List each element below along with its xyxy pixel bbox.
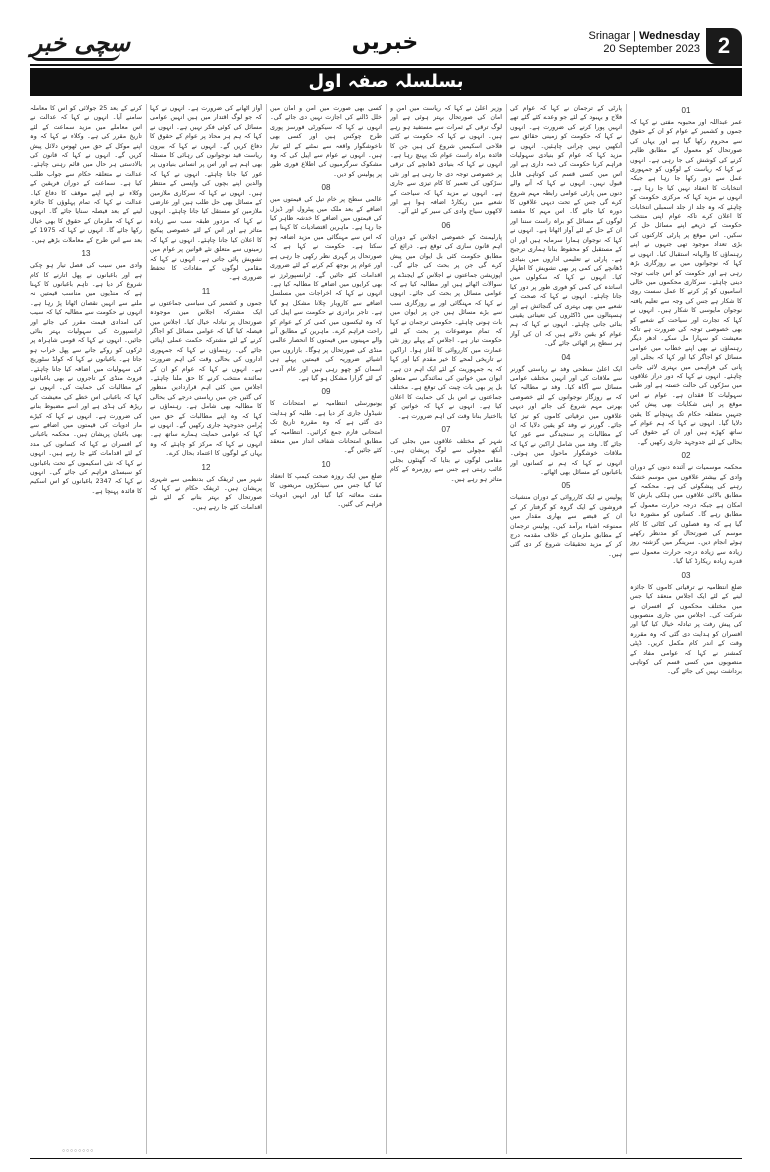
dateline [560,30,700,56]
article-text: پارلیمنٹ کے خصوصی اجلاس کے دوران اہم قانون سازی کی توقع ہے۔ ذرائع کے مطابق حکومت کئی بل ایوان میں پیش کرے گی جن پر بحث کی جائے گی۔ اپوزیشن جماعتوں نے اجلاس کے ایجنڈے پر سوالات اٹھائے ہیں اور مطالبہ کیا ہے کہ عوامی مسائل پر بحث کی جائے۔ انہوں نے کہا کہ مہنگائی اور بے روزگاری سب سے بڑے مسائل ہیں جن پر ایوان میں بات ہونی چاہئے۔ حکومتی ترجمان نے کہا کہ تمام موضوعات پر بحث کے لئے حکومت تیار ہے۔ اجلاس کے پہلے روز نئی عمارت میں کارروائی کا آغاز ہوا۔ اراکین نے تاریخی لمحے کا خیر مقدم کیا اور کہا کہ یہ جمہوریت کے لئے ایک اہم دن ہے۔ ایوان میں خواتین کی نمائندگی سے متعلق بل پر بھی بات چیت کی توقع ہے۔ مختلف جماعتوں نے اس بل کی حمایت کا اعلان کیا ہے۔ انہوں نے کہا کہ خواتین کو بااختیار بنانا وقت کی اہم ضرورت ہے۔ [390,233,502,420]
article-text: ضلع میں ایک روزہ صحت کیمپ کا انعقاد کیا گیا جس میں سینکڑوں مریضوں کا مفت معائنہ کیا گیا اور انہیں ادویات فراہم کی گئیں۔ [270,472,382,509]
news-column [270,104,382,1154]
column-divider [626,104,627,1154]
article-text: پارٹی کے ترجمان نے کہا کہ عوام کی فلاح و بہبود کے لئے جو وعدے کئے گئے تھے انہیں پورا کرنے کی ضرورت ہے۔ انہوں نے کہا کہ حکومت کو زمینی حقائق سے آنکھیں نہیں چرانی چاہئیں۔ انہوں نے مزید کہا کہ عوام کو بنیادی سہولیات فراہم کرنا حکومت کی ذمہ داری ہے اور اس میں کسی قسم کی کوتاہی قابل قبول نہیں۔ انہوں نے کہا کہ آنے والے دنوں میں پارٹی عوامی رابطہ مہم شروع کرے گی جس کے تحت دیہی علاقوں کا دورہ کیا جائے گا۔ اس مہم کا مقصد لوگوں کے مسائل کو براہ راست سننا اور ان کے حل کے لئے آواز اٹھانا ہے۔ انہوں نے کہا کہ نوجوان ہمارا سرمایہ ہیں اور ان کے مستقبل کو محفوظ بنانا ہماری ترجیح ہے۔ پارٹی نے تعلیمی اداروں میں بنیادی ڈھانچے کی کمی پر بھی تشویش کا اظہار کیا۔ انہوں نے کہا کہ سکولوں میں اساتذہ کی کمی کو فوری طور پر دور کیا جانا چاہئے۔ انہوں نے کہا کہ صحت کے شعبے میں بھی بہتری کی گنجائش ہے اور ہسپتالوں میں ڈاکٹروں کی تعیناتی یقینی بنائی جانی چاہئے۔ انہوں نے کہا کہ ہم عوام کو یقین دلاتے ہیں کہ ان کی آواز ہر سطح پر اٹھائی جائے گی۔ [510,105,622,348]
article-text: ایک اعلیٰ سطحی وفد نے ریاستی گورنر سے ملاقات کی اور انہیں مختلف عوامی مسائل سے آگاہ کیا۔ وفد نے مطالبہ کیا کہ بے روزگار نوجوانوں کے لئے خصوصی بھرتی مہم شروع کی جائے اور دیہی علاقوں میں ترقیاتی کاموں کو تیز کیا جائے۔ گورنر نے وفد کو یقین دلایا کہ ان کے مطالبات پر سنجیدگی سے غور کیا جائے گا۔ وفد میں شامل اراکین نے کہا کہ ملاقات خوشگوار ماحول میں ہوئی۔ انہوں نے کہا کہ ہم نے کسانوں اور باغبانوں کے مسائل بھی اٹھائے۔ [510,365,622,477]
dateline-separator: | [630,30,640,42]
city: Srinagar [588,30,631,42]
header-rule [30,64,742,66]
article-text: محکمہ موسمیات نے آئندہ دنوں کے دوران وادی کے بیشتر علاقوں میں موسم خشک رہنے کی پیشگوئی کی ہے۔ محکمہ کے مطابق بالائی علاقوں میں ہلکی بارش کا امکان ہے جبکہ درجہ حرارت معمول کے مطابق رہے گا۔ کسانوں کو مشورہ دیا گیا ہے کہ وہ فصلوں کی کٹائی کا کام موسم کی صورتحال کو مدنظر رکھتے ہوئے انجام دیں۔ سرینگر میں گزشتہ روز زیادہ سے زیادہ درجہ حرارت معمول سے قدرے زیادہ ریکارڈ کیا گیا۔ [630,464,742,566]
article-number: 02 [681,451,691,461]
page-number-badge: 2 [706,28,742,64]
news-column [30,104,142,1154]
news-column [510,104,622,1154]
article-number: 07 [441,425,451,434]
column-divider [386,104,387,1154]
article-number: 09 [321,387,331,397]
article-text: وزیر اعلیٰ نے کہا کہ ریاست میں امن و امان کی صورتحال بہتر ہوئی ہے اور لوگ ترقی کے ثمرات سے مستفید ہو رہے ہیں۔ انہوں نے کہا کہ حکومت نے کئی فلاحی اسکیمیں شروع کی ہیں جن کا فائدہ براہ راست عوام تک پہنچ رہا ہے۔ انہوں نے کہا کہ بنیادی ڈھانچے کی ترقی پر خصوصی توجہ دی جا رہی ہے اور نئی سڑکوں کی تعمیر کا کام تیزی سے جاری ہے۔ انہوں نے مزید کہا کہ سیاحت کے شعبے میں ریکارڈ اضافہ ہوا ہے اور لاکھوں سیاح وادی کی سیر کے لئے آئے۔ [390,105,502,216]
article-number: 05 [561,481,571,491]
article-number: 13 [81,249,91,259]
article-text: کسی بھی صورت میں امن و امان میں خلل ڈالنے کی اجازت نہیں دی جائے گی۔ انہوں نے کہا کہ سیکورٹی فورسز پوری طرح چوکس ہیں اور کسی بھی ناخوشگوار واقعہ سے نمٹنے کے لئے تیار ہیں۔ انہوں نے عوام سے اپیل کی کہ وہ مشکوک سرگرمیوں کی اطلاع فوری طور پر پولیس کو دیں۔ [270,105,382,178]
article-number: 06 [441,220,451,230]
article-text: شہر میں ٹریفک کی بدنظمی سے شہری پریشان ہیں۔ ٹریفک حکام نے کہا کہ صورتحال کو بہتر بنانے کے لئے نئے اقدامات کئے جا رہے ہیں۔ [150,475,262,511]
article-text: شہر کے مختلف علاقوں میں بجلی کی آنکھ مچولی سے لوگ پریشان ہیں۔ مقامی لوگوں نے بتایا کہ گھنٹوں بجلی غائب رہتی ہے جس سے روزمرہ کے کام متاثر ہو رہے ہیں۔ [390,438,502,483]
article-text: کرنے کے بعد 25 جولائی کو اس کا معاملہ سامنے آیا۔ انہوں نے کہا کہ عدالت نے اس معاملے میں مزید سماعت کے لئے تاریخ مقرر کی ہے۔ وکلاء نے کہا کہ وہ اپنے موکل کے حق میں ٹھوس دلائل پیش کریں گے۔ انہوں نے کہا کہ قانون کی بالادستی ہر حال میں قائم رہنی چاہئے۔ عدالت نے متعلقہ حکام سے جواب طلب کیا ہے۔ سماعت کے دوران فریقین کے وکلاء نے اپنے اپنے موقف کا دفاع کیا۔ عدالت نے کہا کہ تمام پہلوؤں کا جائزہ لینے کے بعد فیصلہ سنایا جائے گا۔ انہوں نے کہا کہ ملزمان کے حقوق کا بھی خیال رکھا جائے گا۔ انہوں نے کہا کہ 1975 کے بعد سے اس طرح کے معاملات بڑھے ہیں۔ [30,105,142,244]
article-text: عمر عبداللہ اور محبوبہ مفتی نے کہا کہ جموں و کشمیر کے عوام کو ان کے حقوق سے محروم رکھا گیا ہے اور یہاں کی صورتحال کو معمول کے مطابق ظاہر کرنے کی کوشش کی جا رہی ہے۔ انہوں نے کہا کہ ریاست کے لوگوں کو جمہوری عمل سے دور رکھا جا رہا ہے جبکہ انتخابات کا انعقاد نہیں کیا جا رہا ہے۔ انہوں نے مزید کہا کہ مرکزی حکومت کو چاہئے کہ وہ جلد از جلد اسمبلی انتخابات کا اعلان کرے تاکہ عوام اپنی منتخب حکومت کے ذریعے اپنے مسائل حل کر سکیں۔ اس موقع پر پارٹی کارکنوں کی بڑی تعداد موجود تھی جنہوں نے اپنے رہنماؤں کا والہانہ استقبال کیا۔ انہوں نے کہا کہ نوجوانوں میں بے روزگاری بڑھ رہی ہے اور حکومت کو اس جانب توجہ دینی چاہئے۔ سرکاری محکموں میں خالی اسامیوں کو پُر کرنے کا عمل سست روی کا شکار ہے جس کی وجہ سے تعلیم یافتہ نوجوان مایوسی کا شکار ہیں۔ انہوں نے کہا کہ تجارت اور سیاحت کے شعبے کو بھی خصوصی توجہ کی ضرورت ہے تاکہ معیشت کو سہارا مل سکے۔ ادھر دیگر رہنماؤں نے بھی اپنے خطاب میں عوامی مسائل کو اجاگر کیا اور کہا کہ بجلی اور پانی کی فراہمی میں بہتری لائی جانی چاہئے۔ انہوں نے کہا کہ دور دراز علاقوں میں سڑکوں کی حالت خستہ ہے اور طبی سہولیات کا فقدان ہے۔ عوام نے اس موقع پر اپنی شکایات بھی پیش کیں جنہیں متعلقہ حکام تک پہنچانے کا یقین دلایا گیا۔ انہوں نے کہا کہ ہم عوام کے ساتھ کھڑے ہیں اور ان کے حقوق کی بحالی کے لئے جدوجہد جاری رکھیں گے۔ [630,119,742,446]
article-number: 08 [321,183,331,193]
article-number: 11 [201,286,211,296]
newspaper-logo: سچی خبر [30,28,130,57]
column-divider [266,104,267,1154]
news-column [150,104,262,1154]
column-divider [146,104,147,1154]
article-number: 12 [201,462,211,472]
article-text: ضلع انتظامیہ نے ترقیاتی کاموں کا جائزہ لینے کے لئے ایک اجلاس منعقد کیا جس میں مختلف محکموں کے افسران نے شرکت کی۔ اجلاس میں جاری منصوبوں کی پیش رفت پر تبادلہ خیال کیا گیا اور افسران کو ہدایت دی گئی کہ وہ مقررہ وقت کے اندر کام مکمل کریں۔ ڈپٹی کمشنر نے کہا کہ عوامی مفاد کے منصوبوں میں کسی قسم کی کوتاہی برداشت نہیں کی جائے گی۔ [630,583,742,676]
weekday: Wednesday [639,30,700,42]
footer-dots: ○○○○○○○○ [62,1148,95,1154]
section-banner: بسلسلہ صفہ اول [30,68,742,96]
article-text: جموں و کشمیر کی سیاسی جماعتوں نے ایک مشترکہ اجلاس میں موجودہ صورتحال پر تبادلہ خیال کیا۔ اجلاس میں فیصلہ کیا گیا کہ عوامی مسائل کو اجاگر کرنے کے لئے مشترکہ حکمت عملی اپنائی جائے گی۔ رہنماؤں نے کہا کہ جمہوری اداروں کی بحالی وقت کی اہم ضرورت ہے۔ انہوں نے کہا کہ عوام کو ان کے نمائندے منتخب کرنے کا حق ملنا چاہئے۔ اجلاس میں کئی اہم قراردادیں منظور کی گئیں جن میں ریاستی درجے کی بحالی کا مطالبہ بھی شامل ہے۔ رہنماؤں نے کہا کہ وہ اپنے مطالبات کے حق میں پُرامن جدوجہد جاری رکھیں گے۔ انہوں نے کہا کہ عوامی حمایت ہمارے ساتھ ہے۔ انہوں نے کہا کہ مرکز کو چاہئے کہ وہ یہاں کے لوگوں کا اعتماد بحال کرے۔ [150,299,262,458]
article-text: آواز اٹھانے کی ضرورت ہے۔ انہوں نے کہا کہ جو لوگ اقتدار میں ہیں انہیں عوامی مسائل کی کوئی فکر نہیں ہے۔ انہوں نے کہا کہ ہم ہر محاذ پر عوام کے حقوق کا دفاع کریں گے۔ انہوں نے کہا کہ بیرون ریاست قید نوجوانوں کی رہائی کا مسئلہ بھی اہم ہے اور اس پر انسانی بنیادوں پر غور کیا جانا چاہئے۔ انہوں نے کہا کہ والدین اپنے بچوں کی واپسی کے منتظر ہیں۔ انہوں نے کہا کہ سرکاری ملازمین کے مسائل بھی حل طلب ہیں اور عارضی ملازمین کو مستقل کیا جانا چاہئے۔ انہوں نے کہا کہ مزدور طبقہ سب سے زیادہ متاثر ہے اور اس کے لئے خصوصی پیکیج کا اعلان کیا جانا چاہئے۔ انہوں نے کہا کہ زمینوں سے متعلق نئے قوانین پر عوام میں تشویش پائی جاتی ہے۔ انہوں نے کہا کہ مقامی لوگوں کے مفادات کا تحفظ ضروری ہے۔ [150,105,262,282]
article-number: 04 [561,352,571,362]
masthead [0,0,770,66]
footer-rule [30,1158,742,1159]
section-title: خبریں [351,30,419,55]
logo-swash [30,52,120,61]
article-number: 10 [321,459,331,469]
news-columns [30,104,742,1154]
column-divider [506,104,507,1154]
date: 20 September 2023 [603,43,700,55]
news-column [630,104,742,1154]
article-text: پولیس نے ایک کارروائی کے دوران منشیات فروشوں کے ایک گروہ کو گرفتار کر کے ان کے قبضے سے بھاری مقدار میں ممنوعہ اشیاء برآمد کیں۔ پولیس ترجمان کے مطابق ملزمان کے خلاف مقدمہ درج کر کے مزید تحقیقات شروع کر دی گئی ہیں۔ [510,494,622,558]
article-text: عالمی سطح پر خام تیل کی قیمتوں میں اضافے کے بعد ملک میں پیٹرول اور ڈیزل کی قیمتوں میں اضافے کا خدشہ ظاہر کیا جا رہا ہے۔ ماہرین اقتصادیات کا کہنا ہے کہ اس سے مہنگائی میں مزید اضافہ ہو سکتا ہے۔ حکومت نے کہا ہے کہ صورتحال پر گہری نظر رکھی جا رہی ہے اور عوام پر بوجھ کم کرنے کے لئے ضروری اقدامات کئے جائیں گے۔ ٹرانسپورٹرز نے بھی کرایوں میں اضافے کا مطالبہ کیا ہے۔ انہوں نے کہا کہ اخراجات میں مسلسل اضافے سے کاروبار چلانا مشکل ہو گیا ہے۔ تاجر برادری نے حکومت سے اپیل کی کہ وہ ٹیکسوں میں کمی کر کے عوام کو راحت فراہم کرے۔ ماہرین کے مطابق آنے والے مہینوں میں قیمتوں کا انحصار عالمی منڈی کی صورتحال پر ہوگا۔ بازاروں میں اشیائے ضروریہ کی قیمتیں پہلے ہی آسمان کو چھو رہی ہیں اور عام آدمی کے لئے گزارا مشکل ہو گیا ہے۔ [270,196,382,382]
article-number: 01 [681,106,691,115]
article-number: 03 [681,570,691,580]
article-text: وادی میں سیب کی فصل تیار ہو چکی ہے اور باغبانوں نے پھل اتارنے کا کام شروع کر دیا ہے۔ تاہم باغبانوں کا کہنا ہے کہ منڈیوں میں مناسب قیمتیں نہ ملنے سے انہیں نقصان اٹھانا پڑ رہا ہے۔ انہوں نے حکومت سے مطالبہ کیا کہ سیب کی امدادی قیمت مقرر کی جائے اور ٹرانسپورٹ کی سہولیات بہتر بنائی جائیں۔ انہوں نے کہا کہ قومی شاہراہ پر ٹرکوں کو روکے جانے سے پھل خراب ہو جاتا ہے۔ باغبانوں نے کہا کہ کولڈ سٹوریج کی سہولیات میں اضافہ کیا جانا چاہئے۔ فروٹ منڈی کے تاجروں نے بھی باغبانوں کے مطالبات کی حمایت کی۔ انہوں نے کہا کہ باغبانی اس خطے کی معیشت کی ریڑھ کی ہڈی ہے اور اسے مضبوط بنانے کی ضرورت ہے۔ انہوں نے کہا کہ کیڑے مار ادویات کی قیمتوں میں اضافے سے بھی باغبان پریشان ہیں۔ محکمہ باغبانی کے افسران نے کہا کہ کسانوں کی مدد کے لئے اقدامات کئے جا رہے ہیں۔ انہوں نے کہا کہ نئی اسکیموں کے تحت باغبانوں کو سبسڈی فراہم کی جائے گی۔ انہوں نے کہا کہ 2347 باغبانوں کو اس اسکیم کا فائدہ پہنچا ہے۔ [30,262,142,495]
news-column [390,104,502,1154]
article-text: یونیورسٹی انتظامیہ نے امتحانات کا شیڈول جاری کر دیا ہے۔ طلبہ کو ہدایت دی گئی ہے کہ وہ مقررہ تاریخ تک امتحانی فارم جمع کرائیں۔ انتظامیہ کے مطابق امتحانات شفاف انداز میں منعقد کئے جائیں گے۔ [270,400,382,455]
